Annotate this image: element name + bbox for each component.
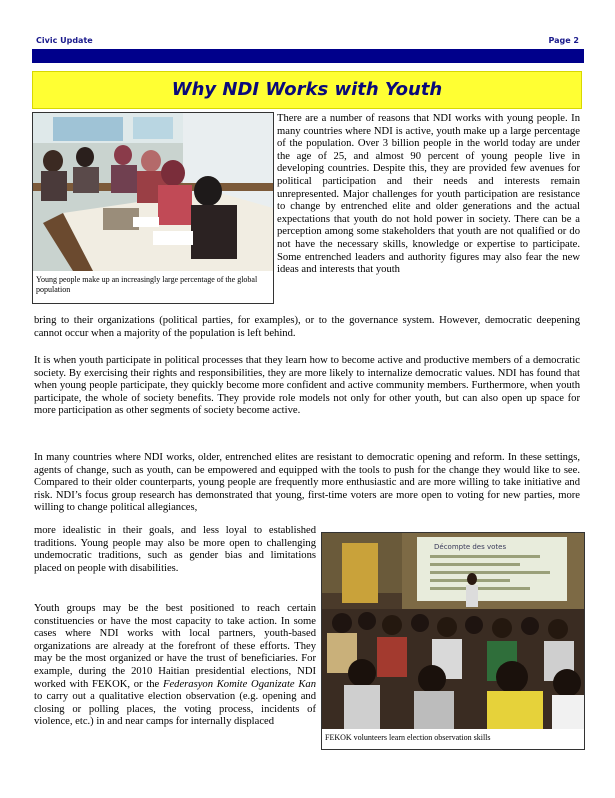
page-number: Page 2 [548, 36, 579, 45]
photo-young-people-writing [33, 113, 273, 271]
organization-name: Federasyon Komite Oganizate Kan [162, 678, 316, 690]
figure-fekok-caption: FEKOK volunteers learn election observation skills [325, 733, 491, 742]
paragraph-4-text: Youth groups may be the best positioned to reach certain constituencies or have the most capacity to take action. In some cases where NDI works with local partners, youth-based organizations are already at the forefront of these efforts. They may be the most organized or have the trust of beneficiaries. For example, during the 2010 Haitian presidential elections, NDI worked with FEKOK, or the [34, 603, 316, 690]
article-title-box [32, 71, 582, 109]
photo-fekok-training [322, 533, 584, 729]
fekok-photo-graphic [322, 533, 584, 729]
figure-fekok [321, 532, 585, 750]
article-title: Why NDI Works with Youth [171, 79, 443, 100]
paragraph-2: It is when youth participate in political processes that they learn how to become active and productive members of a democratic society. By exercising their rights and responsibilities, they are more likely to internalize democratic values. NDI has found that when young people participate, they quickly become more confident and active community members. Furthermore, when youth participate, the whole of society benefits. They provide role models not only for other youth, but can also open up space for more participation as other segments of society become active. [34, 355, 580, 417]
newsletter-name: Civic Update [36, 36, 93, 45]
classroom-photo-graphic [33, 113, 273, 271]
paragraph-1-continued: bring to their organizations (political parties, for examples), or to the governance system. However, democratic deepening cannot occur when a majority of the population is left behind. [34, 315, 580, 339]
paragraph-3-left: more idealistic in their goals, and less loyal to established traditions. Young people may also be more open to challenging undemocratic traditions, such as gender bias and limitations placed on people with disabilities. [34, 525, 316, 574]
paragraph-1-right: There are a number of reasons that NDI works with young people. In many countries where NDI is active, youth make up a large percentage of the population. Over 3 billion people in the world today are under the age of 25, and almost 90 percent of young people live in developing countries. Despite this, they are provided few avenues for political participation and their needs and interests remain unrepresented. Major challenges for youth participation are resistance to change by entrenched elite and older generations and the actual expectations that youth do not hold power in society. There can be a perception among some stakeholders that youth are not qualified or do not have the necessary skills, knowledge or expertise to participate. Some entrenched leaders and authority figures may also fear the new ideas and interests that youth [277, 113, 580, 276]
paragraph-4-after: to carry out a qualitative election observation (e.g. opening and closing or polling places, the voting process, incidents of violence, etc.) in and near camps for internally displaced [34, 691, 316, 728]
paragraph-3: In many countries where NDI works, older, entrenched elites are resistant to democratic opening and reform. In these settings, agents of change, such as youth, can be empowered and equipped with the tools to push for the change they would like to see. Compared to their older counterparts, young people are frequently more enthusiastic and are more willing to take initiative and risk. NDI’s focus group research has demonstrated that young, first-time voters are more open to voting for new parties, more willing to change political allegiances, [34, 452, 580, 514]
page-header [32, 36, 583, 48]
header-rule-bar [32, 49, 584, 63]
paragraph-4-left [34, 603, 316, 729]
figure-classroom [32, 112, 274, 304]
figure-classroom-caption: Young people make up an increasingly large percentage of the global population [36, 275, 258, 294]
slide-title: Décompte des votes [434, 543, 507, 551]
